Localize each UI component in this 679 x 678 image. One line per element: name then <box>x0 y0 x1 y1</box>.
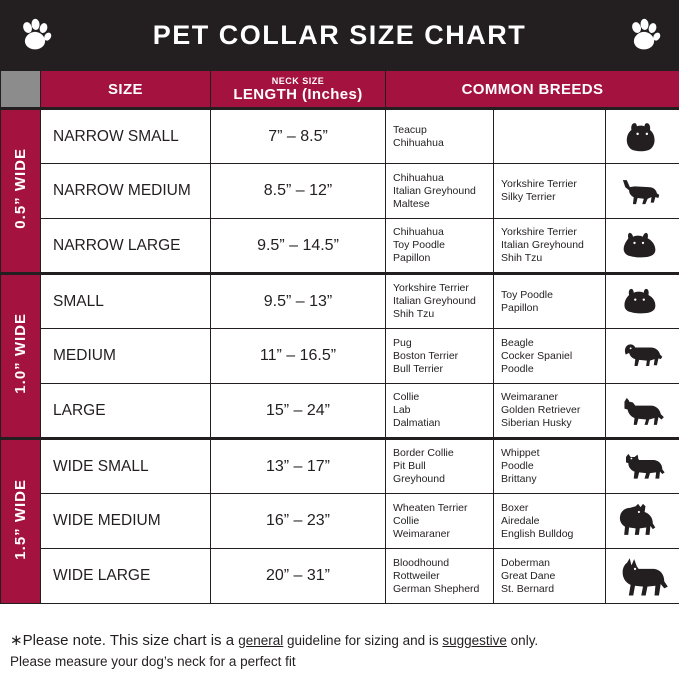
size-label: NARROW LARGE <box>41 219 211 274</box>
column-header-length-label: LENGTH (Inches) <box>233 85 363 103</box>
length-value: 9.5” – 14.5” <box>211 219 386 274</box>
breeds-column-1: Pug Boston Terrier Bull Terrier <box>386 329 494 384</box>
breeds-column-1: Collie Lab Dalmatian <box>386 384 494 439</box>
breeds-column-1: Wheaten Terrier Collie Weimaraner <box>386 494 494 549</box>
column-header-neck-size: NECK SIZE <box>271 75 325 86</box>
breeds-column-2: Doberman Great Dane St. Bernard <box>494 549 606 604</box>
group-label-1-0-wide: 1.0” WIDE <box>1 274 41 439</box>
footnote <box>0 620 679 678</box>
length-value: 13” – 17” <box>211 439 386 494</box>
chart-header <box>0 0 679 70</box>
table-row <box>1 549 679 604</box>
table-header-row <box>1 71 679 109</box>
breeds-column-1: Chihuahua Italian Greyhound Maltese <box>386 164 494 219</box>
dog-silhouette-doberman-icon <box>606 549 679 604</box>
group-label-0-5-wide: 0.5” WIDE <box>1 109 41 274</box>
size-label: WIDE SMALL <box>41 439 211 494</box>
breeds-column-1: Bloodhound Rottweiler German Shepherd <box>386 549 494 604</box>
size-label: WIDE LARGE <box>41 549 211 604</box>
size-label: NARROW SMALL <box>41 109 211 164</box>
breeds-column-2: Weimaraner Golden Retriever Siberian Husky <box>494 384 606 439</box>
size-table <box>0 70 679 604</box>
dog-silhouette-pitbull-icon <box>606 439 679 494</box>
column-header-breeds: COMMON BREEDS <box>386 71 679 109</box>
breeds-column-1: Teacup Chihuahua <box>386 109 494 164</box>
dog-silhouette-yorkie-icon <box>606 109 679 164</box>
length-value: 7” – 8.5” <box>211 109 386 164</box>
dog-silhouette-chihuahua-icon <box>606 164 679 219</box>
footnote-underline-suggestive: suggestive <box>442 633 507 648</box>
header-corner-blank <box>1 71 41 109</box>
breeds-column-2: Boxer Airedale English Bulldog <box>494 494 606 549</box>
paw-print-icon <box>18 18 52 52</box>
column-header-length <box>211 71 386 109</box>
length-value: 15” – 24” <box>211 384 386 439</box>
table-row <box>1 494 679 549</box>
length-value: 8.5” – 12” <box>211 164 386 219</box>
size-table-wrapper <box>0 70 679 620</box>
page-title: PET COLLAR SIZE CHART <box>152 19 527 50</box>
size-label: MEDIUM <box>41 329 211 384</box>
breeds-column-2: Whippet Poodle Brittany <box>494 439 606 494</box>
size-label: WIDE MEDIUM <box>41 494 211 549</box>
table-row <box>1 164 679 219</box>
breeds-column-2 <box>494 109 606 164</box>
table-row <box>1 109 679 164</box>
dog-silhouette-retriever-icon <box>606 384 679 439</box>
breeds-column-2: Yorkshire Terrier Italian Greyhound Shih Tzu <box>494 219 606 274</box>
size-label: NARROW MEDIUM <box>41 164 211 219</box>
dog-silhouette-pomeranian-icon <box>606 219 679 274</box>
table-row <box>1 274 679 329</box>
breeds-column-1: Yorkshire Terrier Italian Greyhound Shih Tzu <box>386 274 494 329</box>
breeds-column-1: Chihuahua Toy Poodle Papillon <box>386 219 494 274</box>
group-label-1-5-wide: 1.5” WIDE <box>1 439 41 604</box>
dog-silhouette-shihtzu-icon <box>606 274 679 329</box>
size-label: SMALL <box>41 274 211 329</box>
column-header-size: SIZE <box>41 71 211 109</box>
length-value: 11” – 16.5” <box>211 329 386 384</box>
breeds-column-1: Border Collie Pit Bull Greyhound <box>386 439 494 494</box>
table-row <box>1 219 679 274</box>
footnote-line-2: Please measure your dog’s neck for a perfect fit <box>10 654 296 669</box>
length-value: 20” – 31” <box>211 549 386 604</box>
footnote-line-1-part-c: only. <box>506 633 539 648</box>
breeds-column-2: Yorkshire Terrier Silky Terrier <box>494 164 606 219</box>
paw-print-icon <box>627 18 661 52</box>
breeds-column-2: Beagle Cocker Spaniel Poodle <box>494 329 606 384</box>
length-value: 16” – 23” <box>211 494 386 549</box>
length-value: 9.5” – 13” <box>211 274 386 329</box>
table-row <box>1 329 679 384</box>
dog-silhouette-beagle-icon <box>606 329 679 384</box>
footnote-line-1-part-a: ∗Please note. This size chart is a <box>10 632 239 649</box>
table-row <box>1 439 679 494</box>
dog-silhouette-boxer-icon <box>606 494 679 549</box>
footnote-line-1-part-b: guideline for sizing and is <box>283 633 443 648</box>
size-label: LARGE <box>41 384 211 439</box>
table-row <box>1 384 679 439</box>
breeds-column-2: Toy Poodle Papillon <box>494 274 606 329</box>
footnote-line-1 <box>10 630 669 651</box>
footnote-underline-general: general <box>238 633 284 648</box>
